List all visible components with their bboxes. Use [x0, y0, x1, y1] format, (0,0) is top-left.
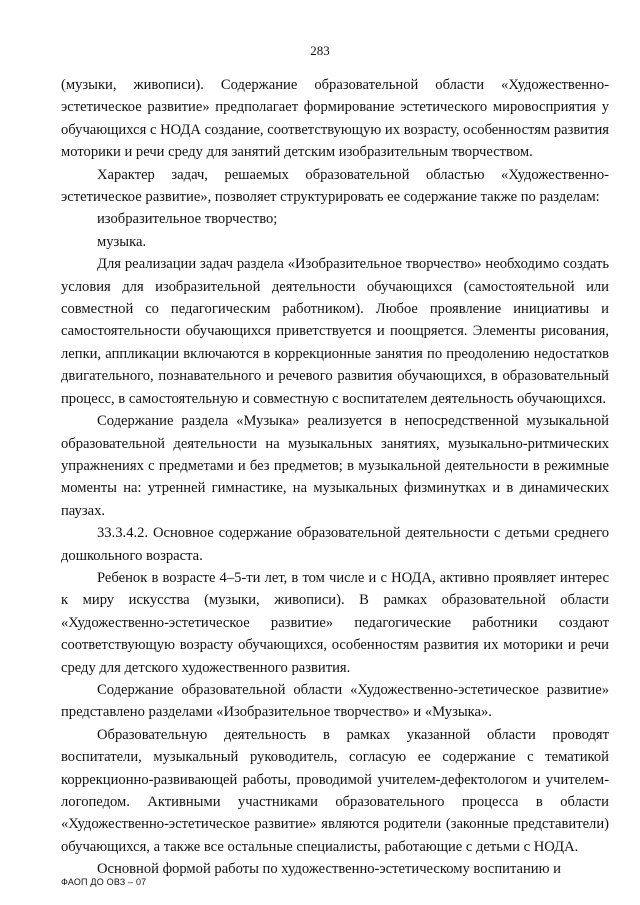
- paragraph: Содержание образовательной области «Художественно-эстетическое развитие» представлено разделами «Изобразительное творчество» и «Музыка».: [61, 681, 609, 721]
- paragraph: Для реализации задач раздела «Изобразительное творчество» необходимо создать условия для изобразительной деятельности обучающихся (самостоятельной или совместной со педагогическим работником). Любое проявление инициативы и самостоятельности обучающихся приветствуется и поощряется. Элементы рисования, лепки, аппликации включаются в коррекционные занятия по преодолению недостатков двигательного, познавательного и речевого развития обучающихся, в образовательный процесс, в самостоятельную и совместную с воспитателем деятельность обучающихся.: [61, 256, 609, 407]
- paragraph: Характер задач, решаемых образовательной областью «Художественно-эстетическое развитие», позволяет структурировать ее содержание также по разделам:: [61, 166, 609, 206]
- paragraph: Содержание раздела «Музыка» реализуется в непосредственной музыкальной образовательной деятельности на музыкальных занятиях, музыкально-ритмических упражнениях с предметами и без предметов; в музыкальной деятельности в режимные моменты на: утренней гимнастике, на музыкальных физминутках и в динамических паузах.: [61, 413, 609, 519]
- list-item: изобразительное творчество;: [97, 211, 278, 228]
- paragraph: Ребенок в возрасте 4–5-ти лет, в том числе и с НОДА, активно проявляет интерес к миру искусства (музыки, живописи). В рамках образовательной области «Художественно-эстетическое развитие» педагогические работники создают соответствующую возрасту обучающихся, особенностям развития их моторики и речи среду для детского художественного развития.: [61, 569, 609, 676]
- page-number: 283: [310, 43, 330, 58]
- footer-doc-code: ФАОП ДО ОВЗ – 07: [61, 877, 147, 887]
- paragraph: Образовательную деятельность в рамках указанной области проводят воспитатели, музыкальный руководитель, согласую ее содержание с тематикой коррекционно-развивающей работы, проводимой учителем-дефектологом и учителем-логопедом. Активными участниками образовательного процесса в области «Художественно-эстетическое развитие» являются родители (законные представители) обучающихся, а также все остальные специалисты, работающие с детьми с НОДА.: [61, 726, 609, 855]
- body-text: [61, 74, 609, 881]
- list-item: музыка.: [97, 233, 147, 250]
- section-heading: 33.3.4.2. Основное содержание образовательной деятельности с детьми среднего дошкольного возраста.: [61, 525, 609, 564]
- paragraph: Основной формой работы по художественно-эстетическому воспитанию и: [97, 861, 561, 878]
- paragraph: (музыки, живописи). Содержание образовательной области «Художественно-эстетическое развитие» предполагает формирование эстетического мировосприятия у обучающихся с НОДА создание, соответствующую их возрасту, особенностям развития моторики и речи среду для занятий детским изобразительным творчеством.: [61, 77, 609, 161]
